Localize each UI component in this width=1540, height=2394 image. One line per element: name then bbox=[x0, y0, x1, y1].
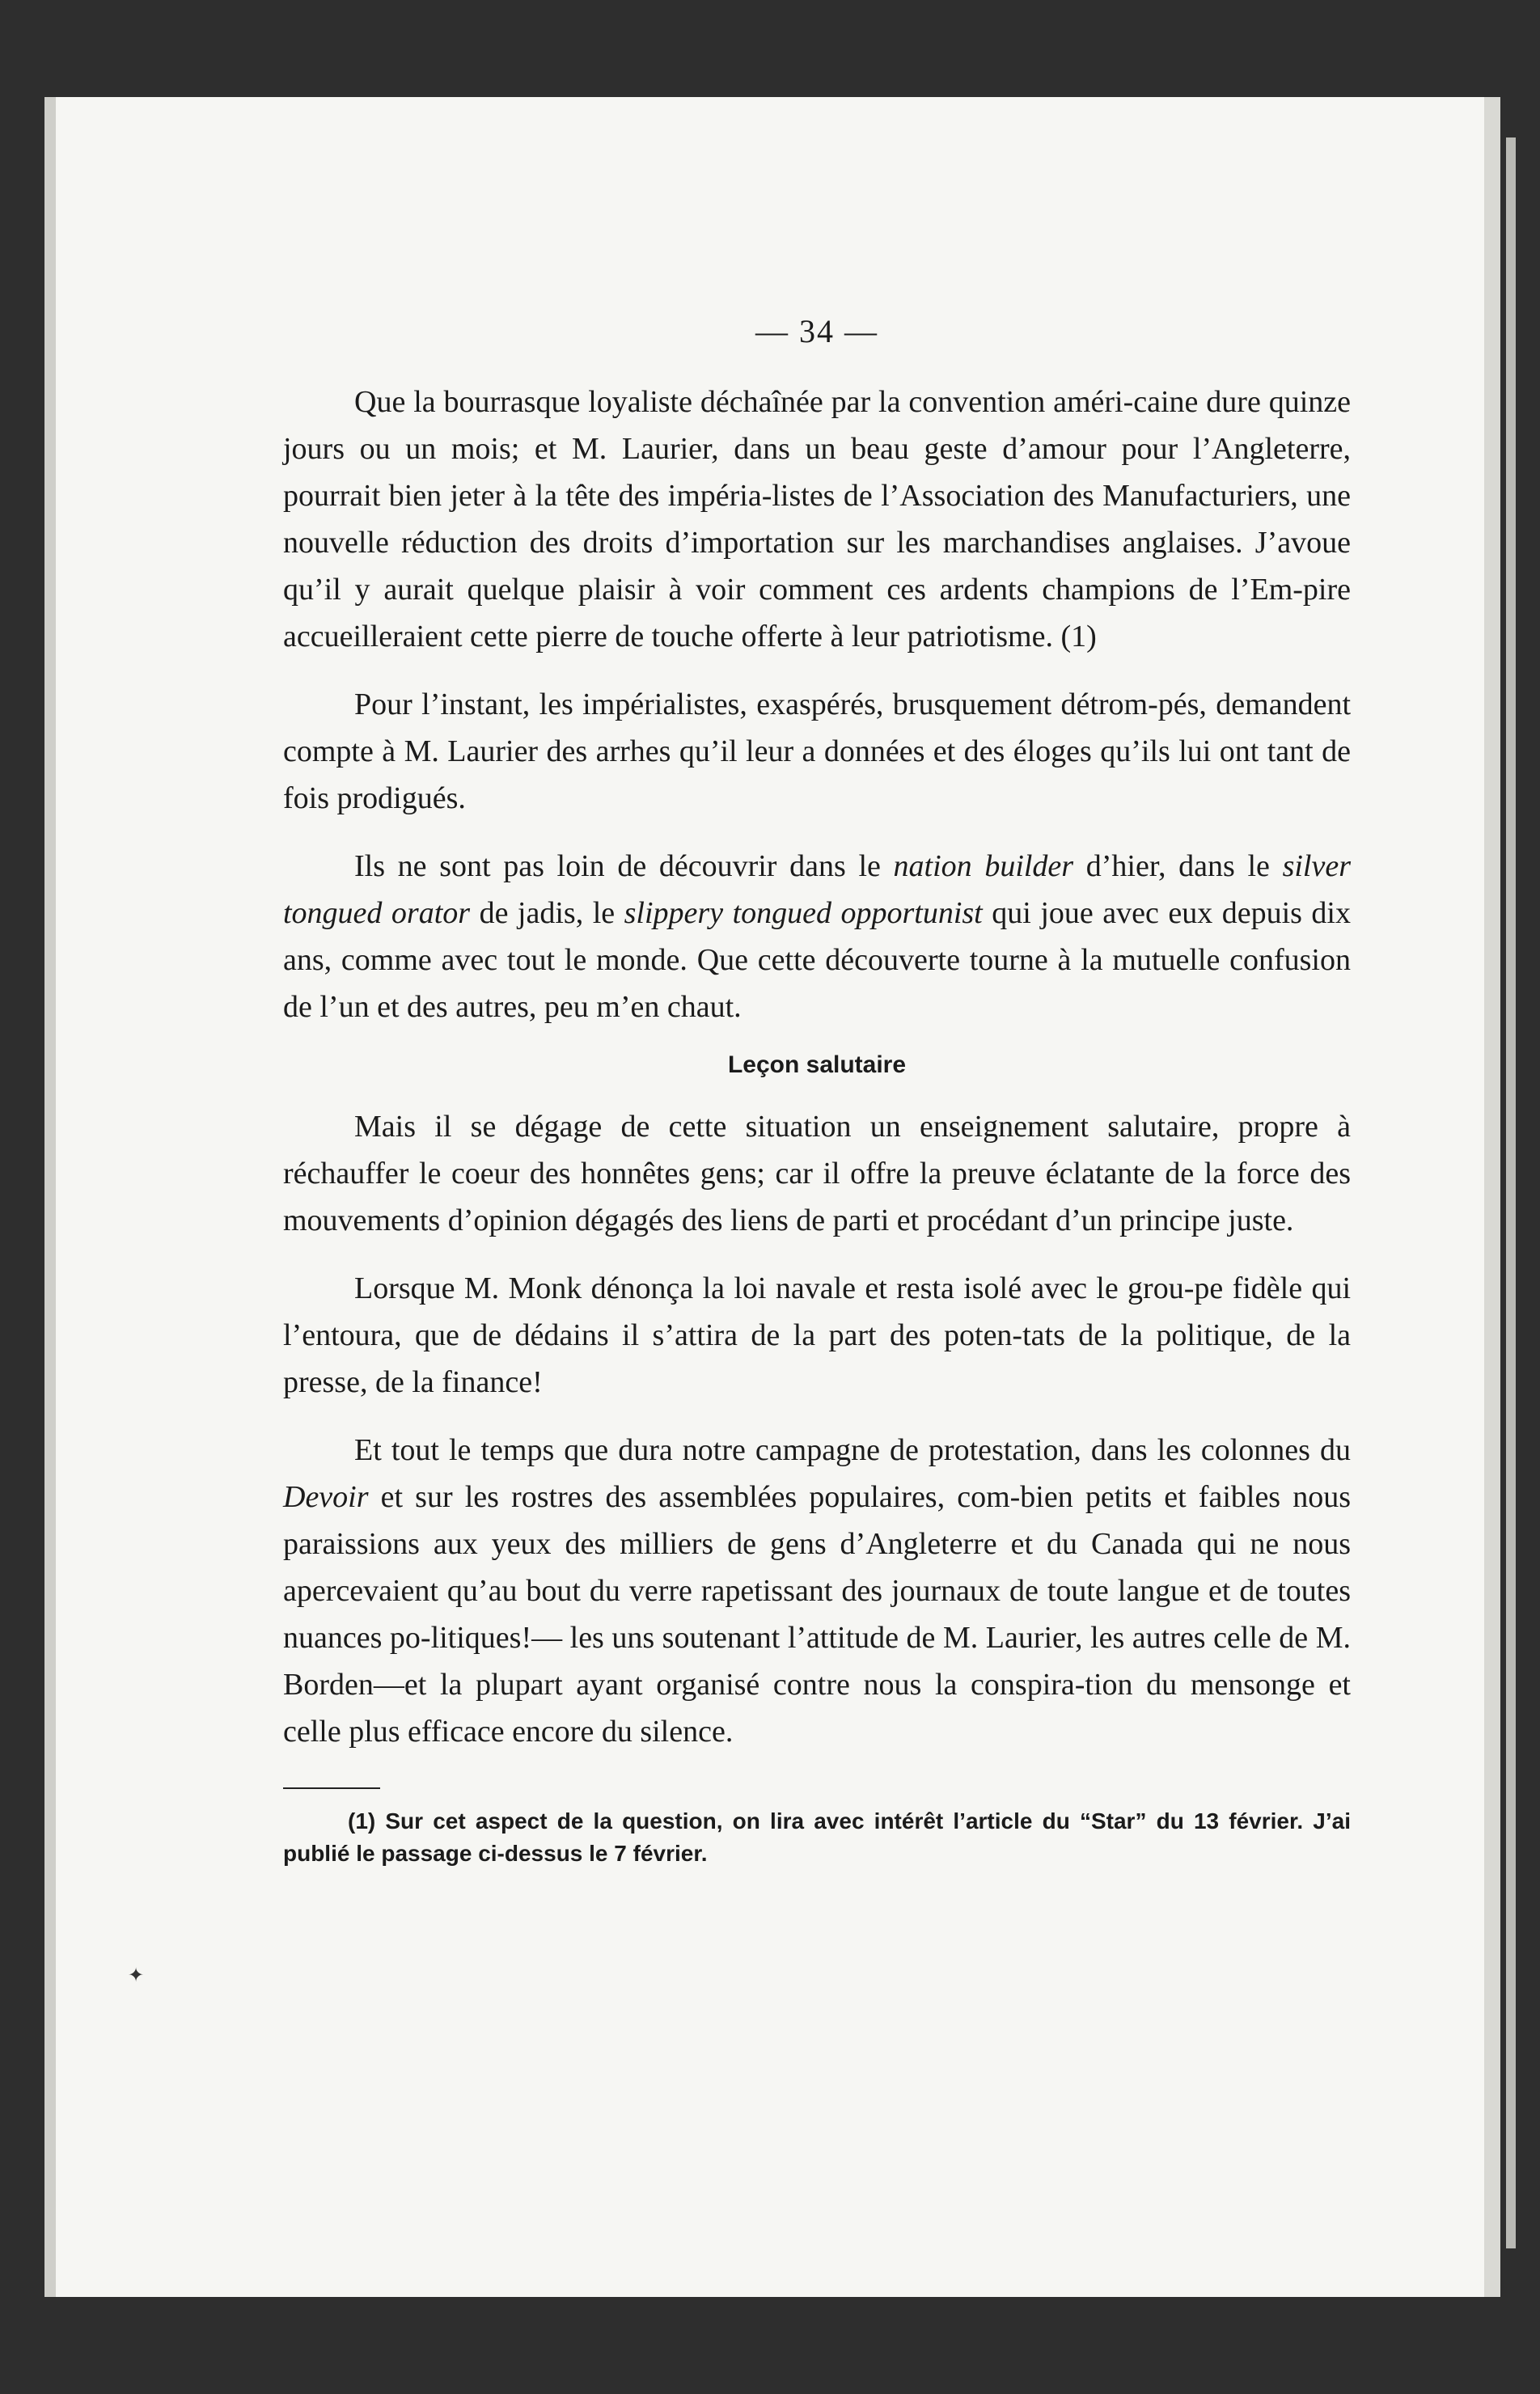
paragraph-6-italic-1: Devoir bbox=[283, 1480, 369, 1514]
paragraph-3-text-a: Ils ne sont pas loin de découvrir dans le bbox=[354, 849, 894, 883]
footnote: (1) Sur cet aspect de la question, on lira avec intérêt l’article du “Star” du 13 février. J’ai publié le passage ci-dessus le 7 février. bbox=[283, 1808, 1351, 1866]
paragraph-5: Lorsque M. Monk dénonça la loi navale et resta isolé avec le grou-pe fidèle qui l’entoura, que de dédains il s’attira de la part des poten-tats de la politique, de la presse, de la finance! bbox=[283, 1271, 1351, 1399]
paragraph-3-italic-1: nation builder bbox=[893, 849, 1074, 883]
margin-mark: ✦ bbox=[128, 1965, 145, 1986]
footnote-rule bbox=[283, 1787, 380, 1789]
page-content bbox=[283, 315, 1351, 1870]
section-heading: Leçon salutaire bbox=[727, 1051, 907, 1078]
paragraph-4: Mais il se dégage de cette situation un enseignement salutaire, propre à réchauffer le coeur des honnêtes gens; car il offre la preuve éclatante de la force des mouvements d’opinion dégagés des liens de parti et procédant d’un principe juste. bbox=[283, 1110, 1351, 1237]
paragraph-3-text-b: d’hier, dans le bbox=[1073, 849, 1283, 883]
page-number: — 34 — bbox=[755, 313, 878, 349]
paragraph-1: Que la bourrasque loyaliste déchaînée par la convention améri-caine dure quinze jours ou un mois; et M. Laurier, dans un beau geste d’amour pour l’Angleterre, pourrait bien jeter à la tête des impéria-listes de l’Association des Manufacturiers, une nouvelle réduction des droits d’importation sur les marchandises anglaises. J’avoue qu’il y aurait quelque plaisir à voir comment ces ardents champions de l’Em-pire accueilleraient cette pierre de touche offerte à leur patriotisme. (1) bbox=[283, 385, 1351, 653]
paragraph-3-italic-3: slippery tongued opportunist bbox=[624, 896, 983, 930]
paragraph-3-italic-2: silver tongued orator bbox=[283, 849, 1351, 930]
paragraph-6 bbox=[283, 1427, 1351, 1755]
paragraph-3-text-c: de jadis, le bbox=[470, 896, 624, 930]
paragraph-3 bbox=[283, 843, 1351, 1030]
paragraph-2: Pour l’instant, les impérialistes, exaspérés, brusquement détrom-pés, demandent compte à M. Laurier des arrhes qu’il leur a données et des éloges qu’ils lui ont tant de fois prodigués. bbox=[283, 687, 1351, 815]
paragraph-6-text-b: et sur les rostres des assemblées populaires, com-bien petits et faibles nous paraissions aux yeux des milliers de gens d’Angleterre et du Canada qui ne nous apercevaient qu’au bout du verre rapetissant des journaux de toute langue et de toutes nuances po-litiques!— les uns soutenant l’attitude de M. Laurier, les autres celle de M. Borden—et la plupart ayant organisé contre nous la conspira-tion du mensonge et celle plus efficace encore du silence. bbox=[283, 1480, 1351, 1749]
paragraph-3-text-d: qui joue avec eux depuis dix ans, comme avec tout le monde. Que cette découverte tourne à la mutuelle confusion de l’un et des autres, peu m’en chaut. bbox=[283, 896, 1351, 1024]
paragraph-6-text-a: Et tout le temps que dura notre campagne de protestation, dans les colonnes du bbox=[354, 1433, 1351, 1467]
page-edge bbox=[1506, 137, 1516, 2248]
